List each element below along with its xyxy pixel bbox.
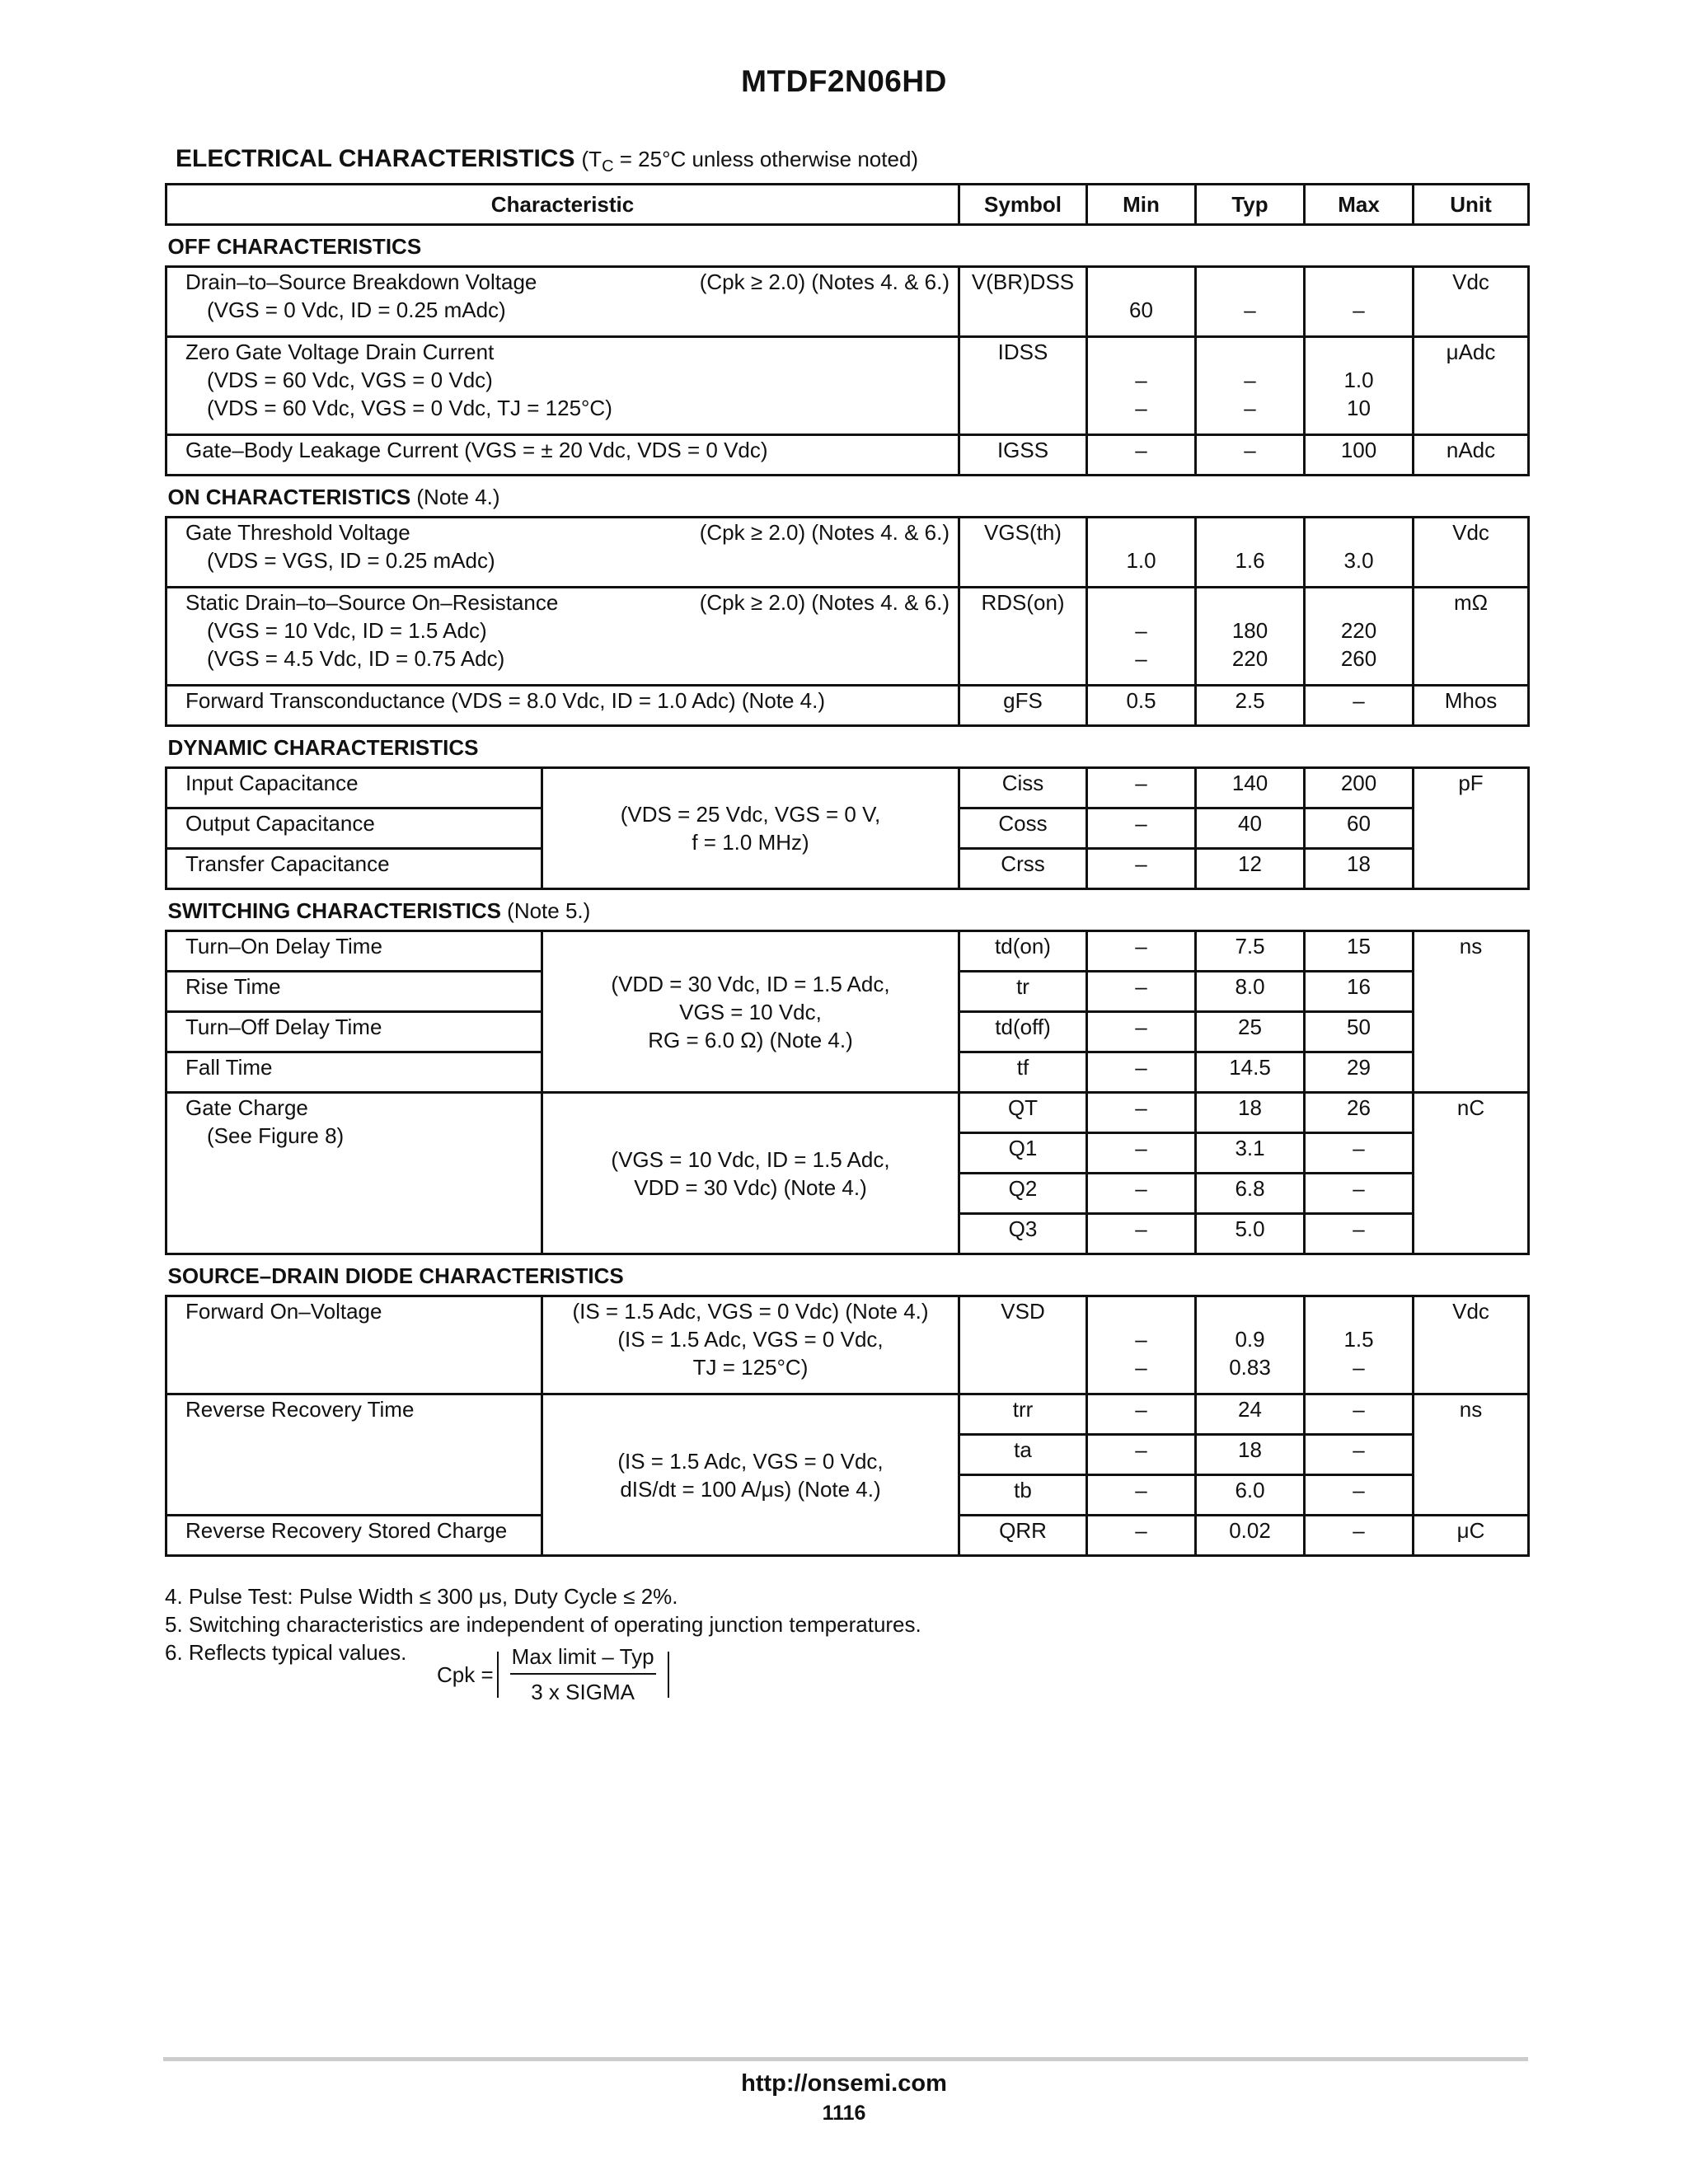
table-row bbox=[166, 686, 1529, 726]
char-name: Transfer Capacitance bbox=[166, 849, 542, 889]
char-condition: (See Figure 8) bbox=[207, 1123, 345, 1148]
symbol-cell: tb bbox=[959, 1475, 1087, 1516]
min-value: – bbox=[1087, 1133, 1196, 1174]
abs-bar-right bbox=[668, 1652, 669, 1698]
typ-value: – bbox=[1244, 368, 1256, 392]
cpk-formula bbox=[437, 1644, 673, 1705]
symbol-cell: Crss bbox=[959, 849, 1087, 889]
unit-cell: pF bbox=[1414, 768, 1529, 889]
max-value: – bbox=[1353, 1355, 1365, 1380]
char-name: Forward On–Voltage bbox=[166, 1296, 542, 1394]
char-name: Reverse Recovery Stored Charge bbox=[166, 1516, 542, 1556]
char-name: Forward Transconductance (VDS = 8.0 Vdc, ID = 1.0 Adc) (Note 4.) bbox=[166, 686, 959, 726]
typ-value: 0.83 bbox=[1229, 1355, 1271, 1380]
symbol-cell: Q3 bbox=[959, 1214, 1087, 1254]
table-row bbox=[166, 768, 1529, 808]
typ-value: 6.8 bbox=[1196, 1174, 1305, 1214]
unit-cell: ns bbox=[1414, 1394, 1529, 1516]
test-condition: (VDS = 25 Vdc, VGS = 0 V, f = 1.0 MHz) bbox=[542, 768, 959, 889]
char-name: Output Capacitance bbox=[166, 808, 542, 849]
min-value: – bbox=[1135, 368, 1147, 392]
table-row bbox=[166, 1093, 1529, 1133]
char-note: (Cpk ≥ 2.0) (Notes 4. & 6.) bbox=[699, 520, 950, 545]
table-row bbox=[166, 588, 1529, 686]
unit-cell: nAdc bbox=[1414, 435, 1529, 476]
min-value: – bbox=[1087, 1435, 1196, 1475]
col-max: Max bbox=[1305, 185, 1414, 225]
typ-value: 3.1 bbox=[1196, 1133, 1305, 1174]
symbol-cell: IGSS bbox=[959, 435, 1087, 476]
typ-value: 24 bbox=[1196, 1394, 1305, 1435]
electrical-characteristics-table bbox=[165, 183, 1530, 1557]
char-name: Turn–Off Delay Time bbox=[166, 1012, 542, 1052]
typ-value: 40 bbox=[1196, 808, 1305, 849]
typ-value: – bbox=[1244, 396, 1256, 420]
char-name: Fall Time bbox=[166, 1052, 542, 1093]
max-value: – bbox=[1305, 1174, 1414, 1214]
min-value: 0.5 bbox=[1087, 686, 1196, 726]
table-row bbox=[166, 518, 1529, 588]
max-value: 16 bbox=[1305, 972, 1414, 1012]
footnote-5: 5. Switching characteristics are independent of operating junction temperatures. bbox=[165, 1612, 921, 1637]
test-condition: (VDD = 30 Vdc, ID = 1.5 Adc, VGS = 10 Vdc, RG = 6.0 Ω) (Note 4.) bbox=[542, 931, 959, 1093]
max-value: – bbox=[1353, 298, 1365, 322]
char-name: Gate Charge bbox=[185, 1095, 308, 1120]
char-condition: (VGS = 4.5 Vdc, ID = 0.75 Adc) bbox=[207, 646, 505, 671]
cpk-fraction bbox=[510, 1644, 656, 1705]
max-value: – bbox=[1305, 686, 1414, 726]
min-value: – bbox=[1135, 1327, 1147, 1352]
symbol-cell: Q2 bbox=[959, 1174, 1087, 1214]
col-unit: Unit bbox=[1414, 185, 1529, 225]
min-value: – bbox=[1087, 1475, 1196, 1516]
symbol-cell: VSD bbox=[959, 1296, 1087, 1394]
symbol-cell: VGS(th) bbox=[959, 518, 1087, 588]
typ-value: 180 bbox=[1231, 618, 1268, 643]
char-name: Gate Threshold Voltage bbox=[185, 520, 410, 545]
symbol-cell: tf bbox=[959, 1052, 1087, 1093]
table-row bbox=[166, 1394, 1529, 1435]
typ-value: 5.0 bbox=[1196, 1214, 1305, 1254]
symbol-cell: Q1 bbox=[959, 1133, 1087, 1174]
table-header-row bbox=[166, 185, 1529, 225]
typ-value: 7.5 bbox=[1196, 931, 1305, 972]
max-value: 200 bbox=[1305, 768, 1414, 808]
cpk-denominator: 3 x SIGMA bbox=[531, 1680, 635, 1704]
abs-bar-left bbox=[497, 1652, 499, 1698]
max-value: 50 bbox=[1305, 1012, 1414, 1052]
symbol-cell: QRR bbox=[959, 1516, 1087, 1556]
max-value: 100 bbox=[1305, 435, 1414, 476]
typ-value: 18 bbox=[1196, 1435, 1305, 1475]
char-name: Turn–On Delay Time bbox=[166, 931, 542, 972]
typ-value: 6.0 bbox=[1196, 1475, 1305, 1516]
table-row bbox=[166, 435, 1529, 476]
unit-cell: Mhos bbox=[1414, 686, 1529, 726]
typ-value: 2.5 bbox=[1196, 686, 1305, 726]
test-condition: (VGS = 10 Vdc, ID = 1.5 Adc, VDD = 30 Vdc) (Note 4.) bbox=[542, 1093, 959, 1254]
char-note: (Cpk ≥ 2.0) (Notes 4. & 6.) bbox=[699, 269, 950, 294]
char-name: Reverse Recovery Time bbox=[166, 1394, 542, 1516]
symbol-cell: V(BR)DSS bbox=[959, 267, 1087, 337]
min-value: – bbox=[1087, 768, 1196, 808]
typ-value: 25 bbox=[1196, 1012, 1305, 1052]
char-name: Zero Gate Voltage Drain Current bbox=[185, 340, 495, 364]
char-name: Rise Time bbox=[166, 972, 542, 1012]
char-note: (Cpk ≥ 2.0) (Notes 4. & 6.) bbox=[699, 590, 950, 615]
min-value: – bbox=[1087, 1174, 1196, 1214]
typ-value: 14.5 bbox=[1196, 1052, 1305, 1093]
typ-value: 0.9 bbox=[1235, 1327, 1265, 1352]
max-value: 3.0 bbox=[1343, 548, 1374, 573]
typ-value: – bbox=[1244, 298, 1256, 322]
min-value: – bbox=[1087, 1516, 1196, 1556]
max-value: – bbox=[1305, 1394, 1414, 1435]
test-condition: (IS = 1.5 Adc, VGS = 0 Vdc) (Note 4.) (IS = 1.5 Adc, VGS = 0 Vdc, TJ = 125°C) bbox=[542, 1296, 959, 1394]
symbol-cell: ta bbox=[959, 1435, 1087, 1475]
min-value: 1.0 bbox=[1126, 548, 1156, 573]
max-value: – bbox=[1305, 1214, 1414, 1254]
footnote-6: 6. Reflects typical values. bbox=[165, 1640, 407, 1665]
symbol-cell: tr bbox=[959, 972, 1087, 1012]
min-value: – bbox=[1135, 1355, 1147, 1380]
max-value: 26 bbox=[1305, 1093, 1414, 1133]
min-value: – bbox=[1087, 972, 1196, 1012]
footer-divider bbox=[163, 2057, 1528, 2061]
cpk-lhs: Cpk = bbox=[437, 1661, 494, 1687]
max-value: – bbox=[1305, 1133, 1414, 1174]
test-condition: (IS = 1.5 Adc, VGS = 0 Vdc, dIS/dt = 100 A/μs) (Note 4.) bbox=[542, 1394, 959, 1556]
max-value: 260 bbox=[1340, 646, 1377, 671]
symbol-cell: Coss bbox=[959, 808, 1087, 849]
symbol-cell: IDSS bbox=[959, 337, 1087, 435]
symbol-cell: td(off) bbox=[959, 1012, 1087, 1052]
symbol-cell: trr bbox=[959, 1394, 1087, 1435]
char-name: Static Drain–to–Source On–Resistance bbox=[185, 590, 559, 615]
typ-value: 18 bbox=[1196, 1093, 1305, 1133]
min-value: – bbox=[1087, 808, 1196, 849]
max-value: – bbox=[1305, 1435, 1414, 1475]
unit-cell: mΩ bbox=[1414, 588, 1529, 686]
typ-value: – bbox=[1196, 435, 1305, 476]
min-value: – bbox=[1087, 1052, 1196, 1093]
min-value: – bbox=[1087, 1093, 1196, 1133]
unit-cell: nC bbox=[1414, 1093, 1529, 1254]
col-symbol: Symbol bbox=[959, 185, 1087, 225]
off-section-title: OFF CHARACTERISTICS bbox=[167, 234, 422, 259]
max-value: 10 bbox=[1347, 396, 1371, 420]
char-condition: (VDS = 60 Vdc, VGS = 0 Vdc) bbox=[207, 368, 493, 392]
max-value: 18 bbox=[1305, 849, 1414, 889]
max-value: 1.0 bbox=[1343, 368, 1374, 392]
max-value: 1.5 bbox=[1343, 1327, 1374, 1352]
switching-section-title: SWITCHING CHARACTERISTICS (Note 5.) bbox=[167, 898, 591, 923]
symbol-cell: td(on) bbox=[959, 931, 1087, 972]
section-heading: ELECTRICAL CHARACTERISTICS ($T_C = 25^\circ C$ unless otherwise noted) bbox=[176, 145, 919, 176]
unit-cell: Vdc bbox=[1414, 267, 1529, 337]
max-value: – bbox=[1305, 1516, 1414, 1556]
footnote-4: 4. Pulse Test: Pulse Width ≤ 300 μs, Duty Cycle ≤ 2%. bbox=[165, 1584, 678, 1609]
max-value: 60 bbox=[1305, 808, 1414, 849]
min-value: – bbox=[1135, 646, 1147, 671]
page-number: 1116 bbox=[822, 2102, 866, 2125]
min-value: – bbox=[1087, 1394, 1196, 1435]
typ-value: 220 bbox=[1231, 646, 1268, 671]
page-title: MTDF2N06HD bbox=[741, 64, 947, 98]
unit-cell: Vdc bbox=[1414, 1296, 1529, 1394]
min-value: – bbox=[1087, 1214, 1196, 1254]
cpk-numerator: Max limit – Typ bbox=[510, 1644, 656, 1675]
max-value: 29 bbox=[1305, 1052, 1414, 1093]
char-name: Gate–Body Leakage Current (VGS = ± 20 Vdc, VDS = 0 Vdc) bbox=[166, 435, 959, 476]
unit-cell: ns bbox=[1414, 931, 1529, 1093]
col-characteristic: Characteristic bbox=[166, 185, 959, 225]
char-condition: (VGS = 0 Vdc, ID = 0.25 mAdc) bbox=[207, 298, 506, 322]
footer-url[interactable]: http://onsemi.com bbox=[741, 2070, 947, 2097]
unit-cell: μAdc bbox=[1414, 337, 1529, 435]
char-condition: (VDS = 60 Vdc, VGS = 0 Vdc, TJ = 125°C) bbox=[207, 396, 612, 420]
typ-value: 1.6 bbox=[1235, 548, 1265, 573]
typ-value: 140 bbox=[1196, 768, 1305, 808]
on-section-title: ON CHARACTERISTICS (Note 4.) bbox=[167, 485, 500, 509]
symbol-cell: RDS(on) bbox=[959, 588, 1087, 686]
unit-cell: Vdc bbox=[1414, 518, 1529, 588]
min-value: – bbox=[1087, 931, 1196, 972]
table-row bbox=[166, 267, 1529, 337]
min-value: – bbox=[1087, 849, 1196, 889]
char-condition: (VDS = VGS, ID = 0.25 mAdc) bbox=[207, 548, 495, 573]
char-name: Input Capacitance bbox=[166, 768, 542, 808]
dynamic-section-title: DYNAMIC CHARACTERISTICS bbox=[167, 735, 479, 760]
symbol-cell: QT bbox=[959, 1093, 1087, 1133]
min-value: – bbox=[1087, 1012, 1196, 1052]
col-typ: Typ bbox=[1196, 185, 1305, 225]
symbol-cell: Ciss bbox=[959, 768, 1087, 808]
typ-value: 8.0 bbox=[1196, 972, 1305, 1012]
table-row bbox=[166, 1296, 1529, 1394]
typ-value: 0.02 bbox=[1196, 1516, 1305, 1556]
max-value: 15 bbox=[1305, 931, 1414, 972]
table-row bbox=[166, 931, 1529, 972]
table-row bbox=[166, 337, 1529, 435]
min-value: – bbox=[1135, 618, 1147, 643]
min-value: – bbox=[1135, 396, 1147, 420]
min-value: 60 bbox=[1129, 298, 1153, 322]
max-value: – bbox=[1305, 1475, 1414, 1516]
typ-value: 12 bbox=[1196, 849, 1305, 889]
char-name: Drain–to–Source Breakdown Voltage bbox=[185, 269, 537, 294]
max-value: 220 bbox=[1340, 618, 1377, 643]
char-condition: (VGS = 10 Vdc, ID = 1.5 Adc) bbox=[207, 618, 487, 643]
min-value: – bbox=[1087, 435, 1196, 476]
symbol-cell: gFS bbox=[959, 686, 1087, 726]
unit-cell: μC bbox=[1414, 1516, 1529, 1556]
col-min: Min bbox=[1087, 185, 1196, 225]
diode-section-title: SOURCE–DRAIN DIODE CHARACTERISTICS bbox=[167, 1263, 624, 1288]
